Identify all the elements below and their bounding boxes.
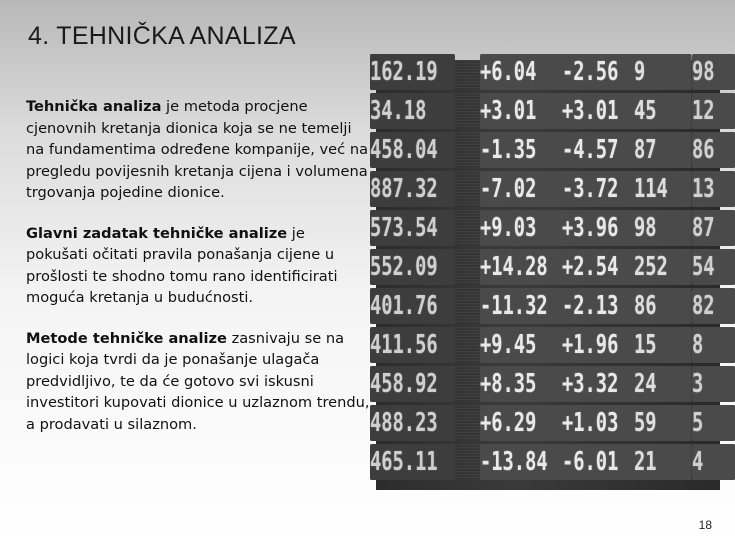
board-volume: 86	[634, 288, 692, 324]
board-change: -13.84	[480, 444, 575, 480]
board-volume: 21	[634, 444, 692, 480]
board-price: 488.23	[370, 405, 455, 441]
paragraph-methods	[26, 328, 371, 436]
board-row	[370, 288, 720, 324]
board-last: 4	[692, 444, 735, 480]
board-change: -7.02	[480, 171, 575, 207]
board-change-pct: +3.01	[562, 93, 654, 129]
board-volume: 24	[634, 366, 692, 402]
board-last: 82	[692, 288, 735, 324]
board-change: +9.03	[480, 210, 575, 246]
board-volume: 45	[634, 93, 692, 129]
board-volume: 59	[634, 405, 692, 441]
board-row	[370, 249, 720, 285]
board-row	[370, 405, 720, 441]
board-row	[370, 171, 720, 207]
board-change: -11.32	[480, 288, 575, 324]
slide-title: 4. TEHNIČKA ANALIZA	[28, 22, 296, 50]
board-change: +6.04	[480, 54, 575, 90]
board-volume: 87	[634, 132, 692, 168]
board-change: +14.28	[480, 249, 575, 285]
board-change-pct: -3.72	[562, 171, 654, 207]
paragraph-main-task	[26, 223, 371, 309]
board-price: 458.92	[370, 366, 455, 402]
board-change: -1.35	[480, 132, 575, 168]
board-price: 34.18	[370, 93, 455, 129]
board-last: 54	[692, 249, 735, 285]
board-volume: 252	[634, 249, 692, 285]
board-last: 8	[692, 327, 735, 363]
board-last: 86	[692, 132, 735, 168]
paragraph-bold-term: Tehnička analiza	[26, 98, 162, 115]
paragraph-definition	[26, 96, 371, 204]
board-price: 552.09	[370, 249, 455, 285]
board-change-pct: -2.13	[562, 288, 654, 324]
board-price: 465.11	[370, 444, 455, 480]
board-last: 13	[692, 171, 735, 207]
board-change-pct: +1.03	[562, 405, 654, 441]
paragraph-text: zasnivaju se na logici koja tvrdi da je ponašanje ulagača predvidljivo, te da će gotovo svi iskusni investitori kupovati dionice u uzlaznom trendu, a prodavati u silaznom.	[26, 329, 370, 433]
board-price: 401.76	[370, 288, 455, 324]
board-row	[370, 132, 720, 168]
page-number: 18	[698, 518, 712, 532]
board-price: 411.56	[370, 327, 455, 363]
board-row	[370, 54, 720, 90]
board-row	[370, 444, 720, 480]
board-change: +3.01	[480, 93, 575, 129]
board-price: 887.32	[370, 171, 455, 207]
board-change: +6.29	[480, 405, 575, 441]
paragraph-bold-term: Metode tehničke analize	[26, 329, 227, 347]
board-row	[370, 366, 720, 402]
board-row	[370, 327, 720, 363]
board-last: 3	[692, 366, 735, 402]
stock-board-image	[370, 57, 720, 490]
board-price: 458.04	[370, 132, 455, 168]
board-change-pct: -2.56	[562, 54, 654, 90]
board-change-pct: +2.54	[562, 249, 654, 285]
board-change-pct: -4.57	[562, 132, 654, 168]
board-last: 5	[692, 405, 735, 441]
board-price: 162.19	[370, 54, 455, 90]
board-row	[370, 93, 720, 129]
board-last: 12	[692, 93, 735, 129]
paragraph-text: je pokušati očitati pravila ponašanja cijene u prošlosti te shodno tomu rano identificirati moguća kretanja u budućnosti.	[26, 224, 338, 306]
board-change-pct: -6.01	[562, 444, 654, 480]
board-volume: 98	[634, 210, 692, 246]
board-row	[370, 210, 720, 246]
board-change-pct: +3.32	[562, 366, 654, 402]
board-last: 98	[692, 54, 735, 90]
board-change: +9.45	[480, 327, 575, 363]
board-price: 573.54	[370, 210, 455, 246]
paragraph-bold-term: Glavni zadatak tehničke analize	[26, 224, 288, 242]
board-last: 87	[692, 210, 735, 246]
body-text	[26, 96, 371, 454]
board-volume: 15	[634, 327, 692, 363]
board-change: +8.35	[480, 366, 575, 402]
board-volume: 114	[634, 171, 692, 207]
board-change-pct: +3.96	[562, 210, 654, 246]
paragraph-text: je metoda procjene cjenovnih kretanja dionica koja se ne temelji na fundamentima određene kompanije, već na pregledu povijesnih kretanja cijena i volumena trgovanja pojedine dionice.	[26, 98, 369, 201]
board-change-pct: +1.96	[562, 327, 654, 363]
board-volume: 9	[634, 54, 692, 90]
